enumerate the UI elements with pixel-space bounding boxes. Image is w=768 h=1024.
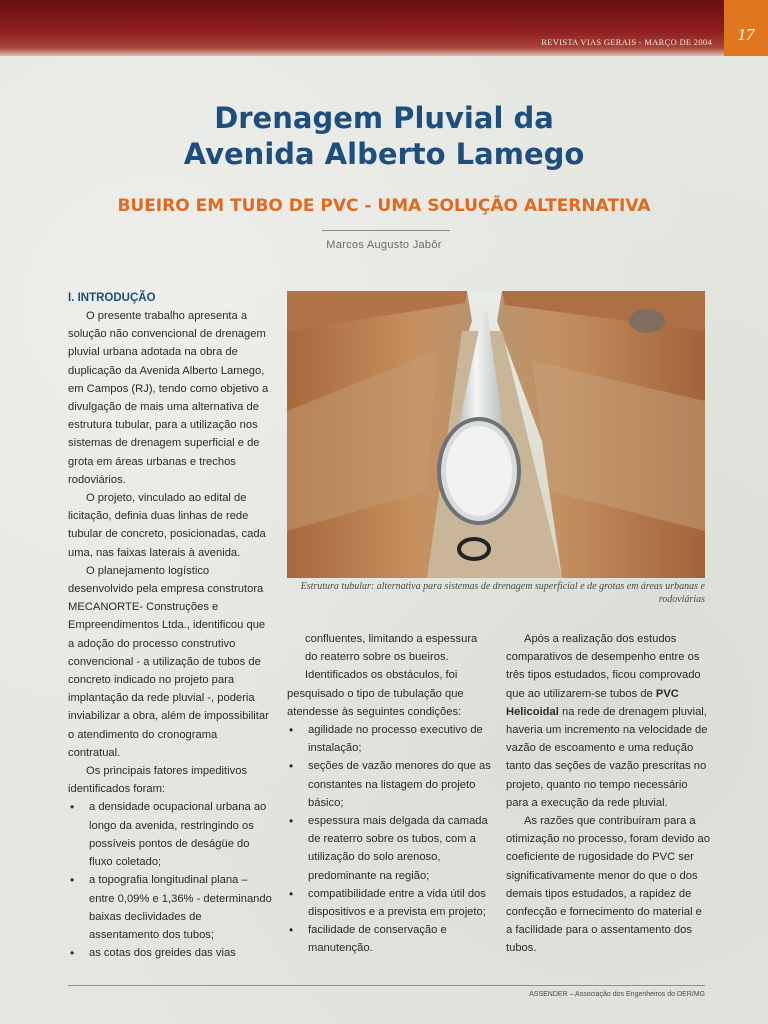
running-header: REVISTA VIAS GERAIS - MARÇO DE 2004 <box>541 37 712 47</box>
list-item: • as cotas dos greides das vias <box>68 944 272 962</box>
factors-list <box>68 798 272 962</box>
paragraph: confluentes, limitando a espessura do reaterro sobre os bueiros. <box>305 633 478 664</box>
page-number: 17 <box>737 25 755 44</box>
photo-caption: Estrutura tubular: alternativa para sistemas de drenagem superficial e de grotas em áreas urbanas e rodoviárias <box>300 581 705 605</box>
footer-text: ASSENDER – Associação dos Engenheiros do DER/MG <box>529 991 705 998</box>
author-name: Marcos Augusto Jabôr <box>326 239 442 251</box>
list-item: • agilidade no processo executivo de instalação; <box>287 721 491 757</box>
paragraph: O planejamento logístico desenvolvido pela empresa construtora MECANORTE- Construções e Empreendimentos Ltda., identificou que a adoção do processo construtivo convencional - a utilização de tubos de concreto indicado no projeto para implantação da rede pluvial -, poderia inviabilizar a obra, além de impossibilitar o atendimento do cronograma contratual. <box>68 564 269 759</box>
list-item: • seções de vazão menores do que as constantes na listagem do projeto básico; <box>287 757 491 812</box>
article-title <box>0 100 768 172</box>
emphasis-pvc-helicoidal: PVC Helicoidal <box>506 687 679 718</box>
header-band <box>0 0 768 56</box>
paragraph-text: na rede de drenagem pluvial, haveria um incremento na velocidade de vazão de escoamento e uma redução tanto das seções de vazão prescritas no projeto, quanto no tempo necessário para a execução da rede pluvial. <box>506 705 708 809</box>
paragraph: Identificados os obstáculos, foi pesquisado o tipo de tubulação que atendesse às seguintes condições: <box>287 669 464 718</box>
section-heading: I. INTRODUÇÃO <box>68 292 156 304</box>
paragraph: O projeto, vinculado ao edital de licitação, definia duas linhas de rede tubular de concreto, posicionadas, cada uma, nas faixas laterais à avenida. <box>68 492 266 559</box>
author-divider <box>322 230 450 231</box>
list-item: • a topografia longitudinal plana – entre 0,09% e 1,36% - determinando baixas declividades de assentamento dos tubos; <box>68 871 272 944</box>
list-item: • a densidade ocupacional urbana ao longo da avenida, restringindo os possíveis pontos de deságüe do fluxo coletado; <box>68 798 272 871</box>
paragraph <box>506 630 710 812</box>
title-line-1: Drenagem Pluvial da <box>214 101 554 135</box>
list-item: • compatibilidade entre a vida útil dos dispositivos e a prevista em projeto; <box>287 885 491 921</box>
page-number-tab <box>724 0 768 56</box>
list-item: • facilidade de conservação e manutenção. <box>287 921 491 957</box>
column-1 <box>68 289 272 962</box>
paragraph: As razões que contribuíram para a otimização no processo, foram devido ao coeficiente de rugosidade do PVC ser significativamente menor do que o dos demais tipos estudados, a rapidez de confecção e fornecimento do material e a facilidade para o assentamento dos tubos. <box>506 815 710 955</box>
paragraph-text: Após a realização dos estudos comparativos de desempenho entre os três tipos estudados, ficou comprovado que ao utilizarem-se tubos de <box>506 633 701 700</box>
paragraph: O presente trabalho apresenta a solução não convencional de drenagem pluvial urbana adotada na obra de duplicação da Avenida Alberto Lamego, em Campos (RJ), tendo como objetivo a divulgação de mais uma alternativa de estrutura tubular, para a utilização nos sistemas de drenagem superficial e de grota em áreas urbanas e trechos rodoviários. <box>68 310 269 486</box>
title-line-2: Avenida Alberto Lamego <box>183 137 585 171</box>
column-3 <box>506 630 710 958</box>
pipe-trench-photo <box>287 291 705 578</box>
paragraph: Os principais fatores impeditivos identificados foram: <box>68 765 248 796</box>
column-2 <box>287 630 491 958</box>
footer-divider <box>68 985 705 986</box>
conditions-list <box>287 721 491 958</box>
list-item: • espessura mais delgada da camada de reaterro sobre os tubos, com a utilização do solo arenoso, predominante na região; <box>287 812 491 885</box>
pipe-trench-illustration <box>287 291 705 578</box>
article-subtitle: BUEIRO EM TUBO DE PVC - UMA SOLUÇÃO ALTERNATIVA <box>117 196 651 216</box>
